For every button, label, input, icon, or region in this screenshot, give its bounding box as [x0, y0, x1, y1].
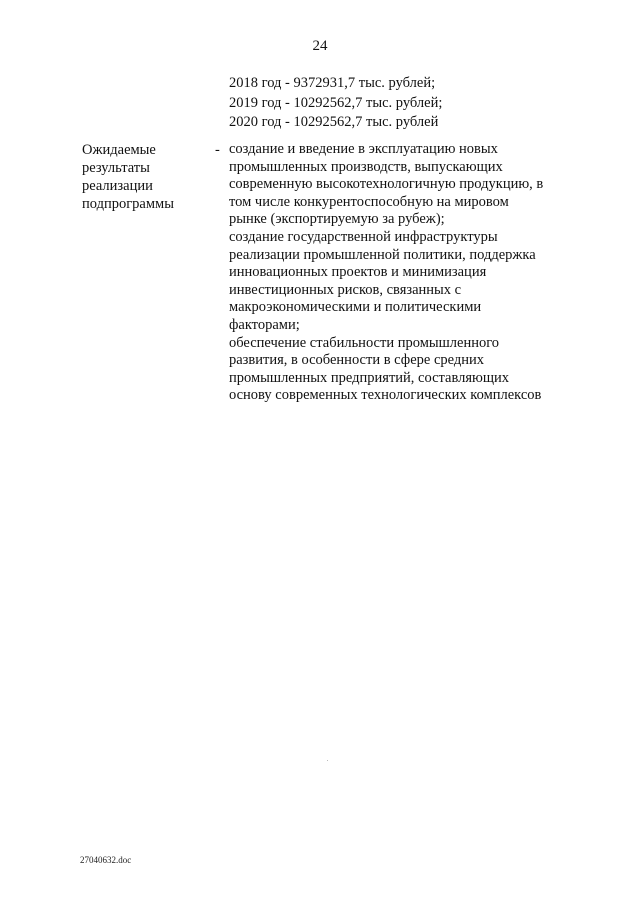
result-line: факторами; — [229, 316, 300, 333]
result-line: промышленных предприятий, составляющих — [229, 369, 510, 386]
result-line: развития, в особенности в сфере средних — [229, 352, 485, 369]
section-label-line: результаты — [82, 160, 150, 176]
result-line: обеспечение стабильности промышленного — [229, 334, 500, 351]
section-label-line: Ожидаемые — [82, 142, 156, 158]
result-line: современную высокотехнологичную продукцию, в — [229, 176, 544, 193]
section-label-line: реализации — [82, 178, 153, 194]
section-label-line: подпрограммы — [82, 196, 174, 212]
result-line: рынке (экспортируемую за рубеж); — [229, 211, 445, 228]
result-line: том числе конкурентоспособную на мировом — [229, 193, 509, 210]
result-line: промышленных производств, выпускающих — [229, 158, 503, 175]
result-line: инвестиционных рисков, связанных с — [229, 281, 462, 298]
funding-line-2019: 2019 год - 10292562,7 тыс. рублей; — [229, 94, 443, 111]
section-label — [82, 141, 174, 213]
result-line: создание и введение в эксплуатацию новых — [229, 141, 498, 157]
result-line: реализации промышленной политики, поддержка — [229, 246, 536, 263]
expected-results — [229, 141, 569, 405]
page-number: 24 — [312, 38, 328, 54]
section-dash: - — [215, 142, 220, 158]
document-id: 27040632.doc — [80, 855, 132, 865]
funding-by-year — [229, 74, 442, 133]
result-line: макроэкономическими и политическими — [229, 299, 482, 316]
result-line: инновационных проектов и минимизация — [229, 264, 487, 281]
funding-line-2018: 2018 год - 9372931,7 тыс. рублей; — [229, 75, 436, 91]
funding-line-2020: 2020 год - 10292562,7 тыс. рублей — [229, 114, 439, 130]
result-line: создание государственной инфраструктуры — [229, 228, 498, 245]
scan-dot — [327, 760, 328, 761]
result-line: основу современных технологических комплексов — [229, 387, 542, 404]
